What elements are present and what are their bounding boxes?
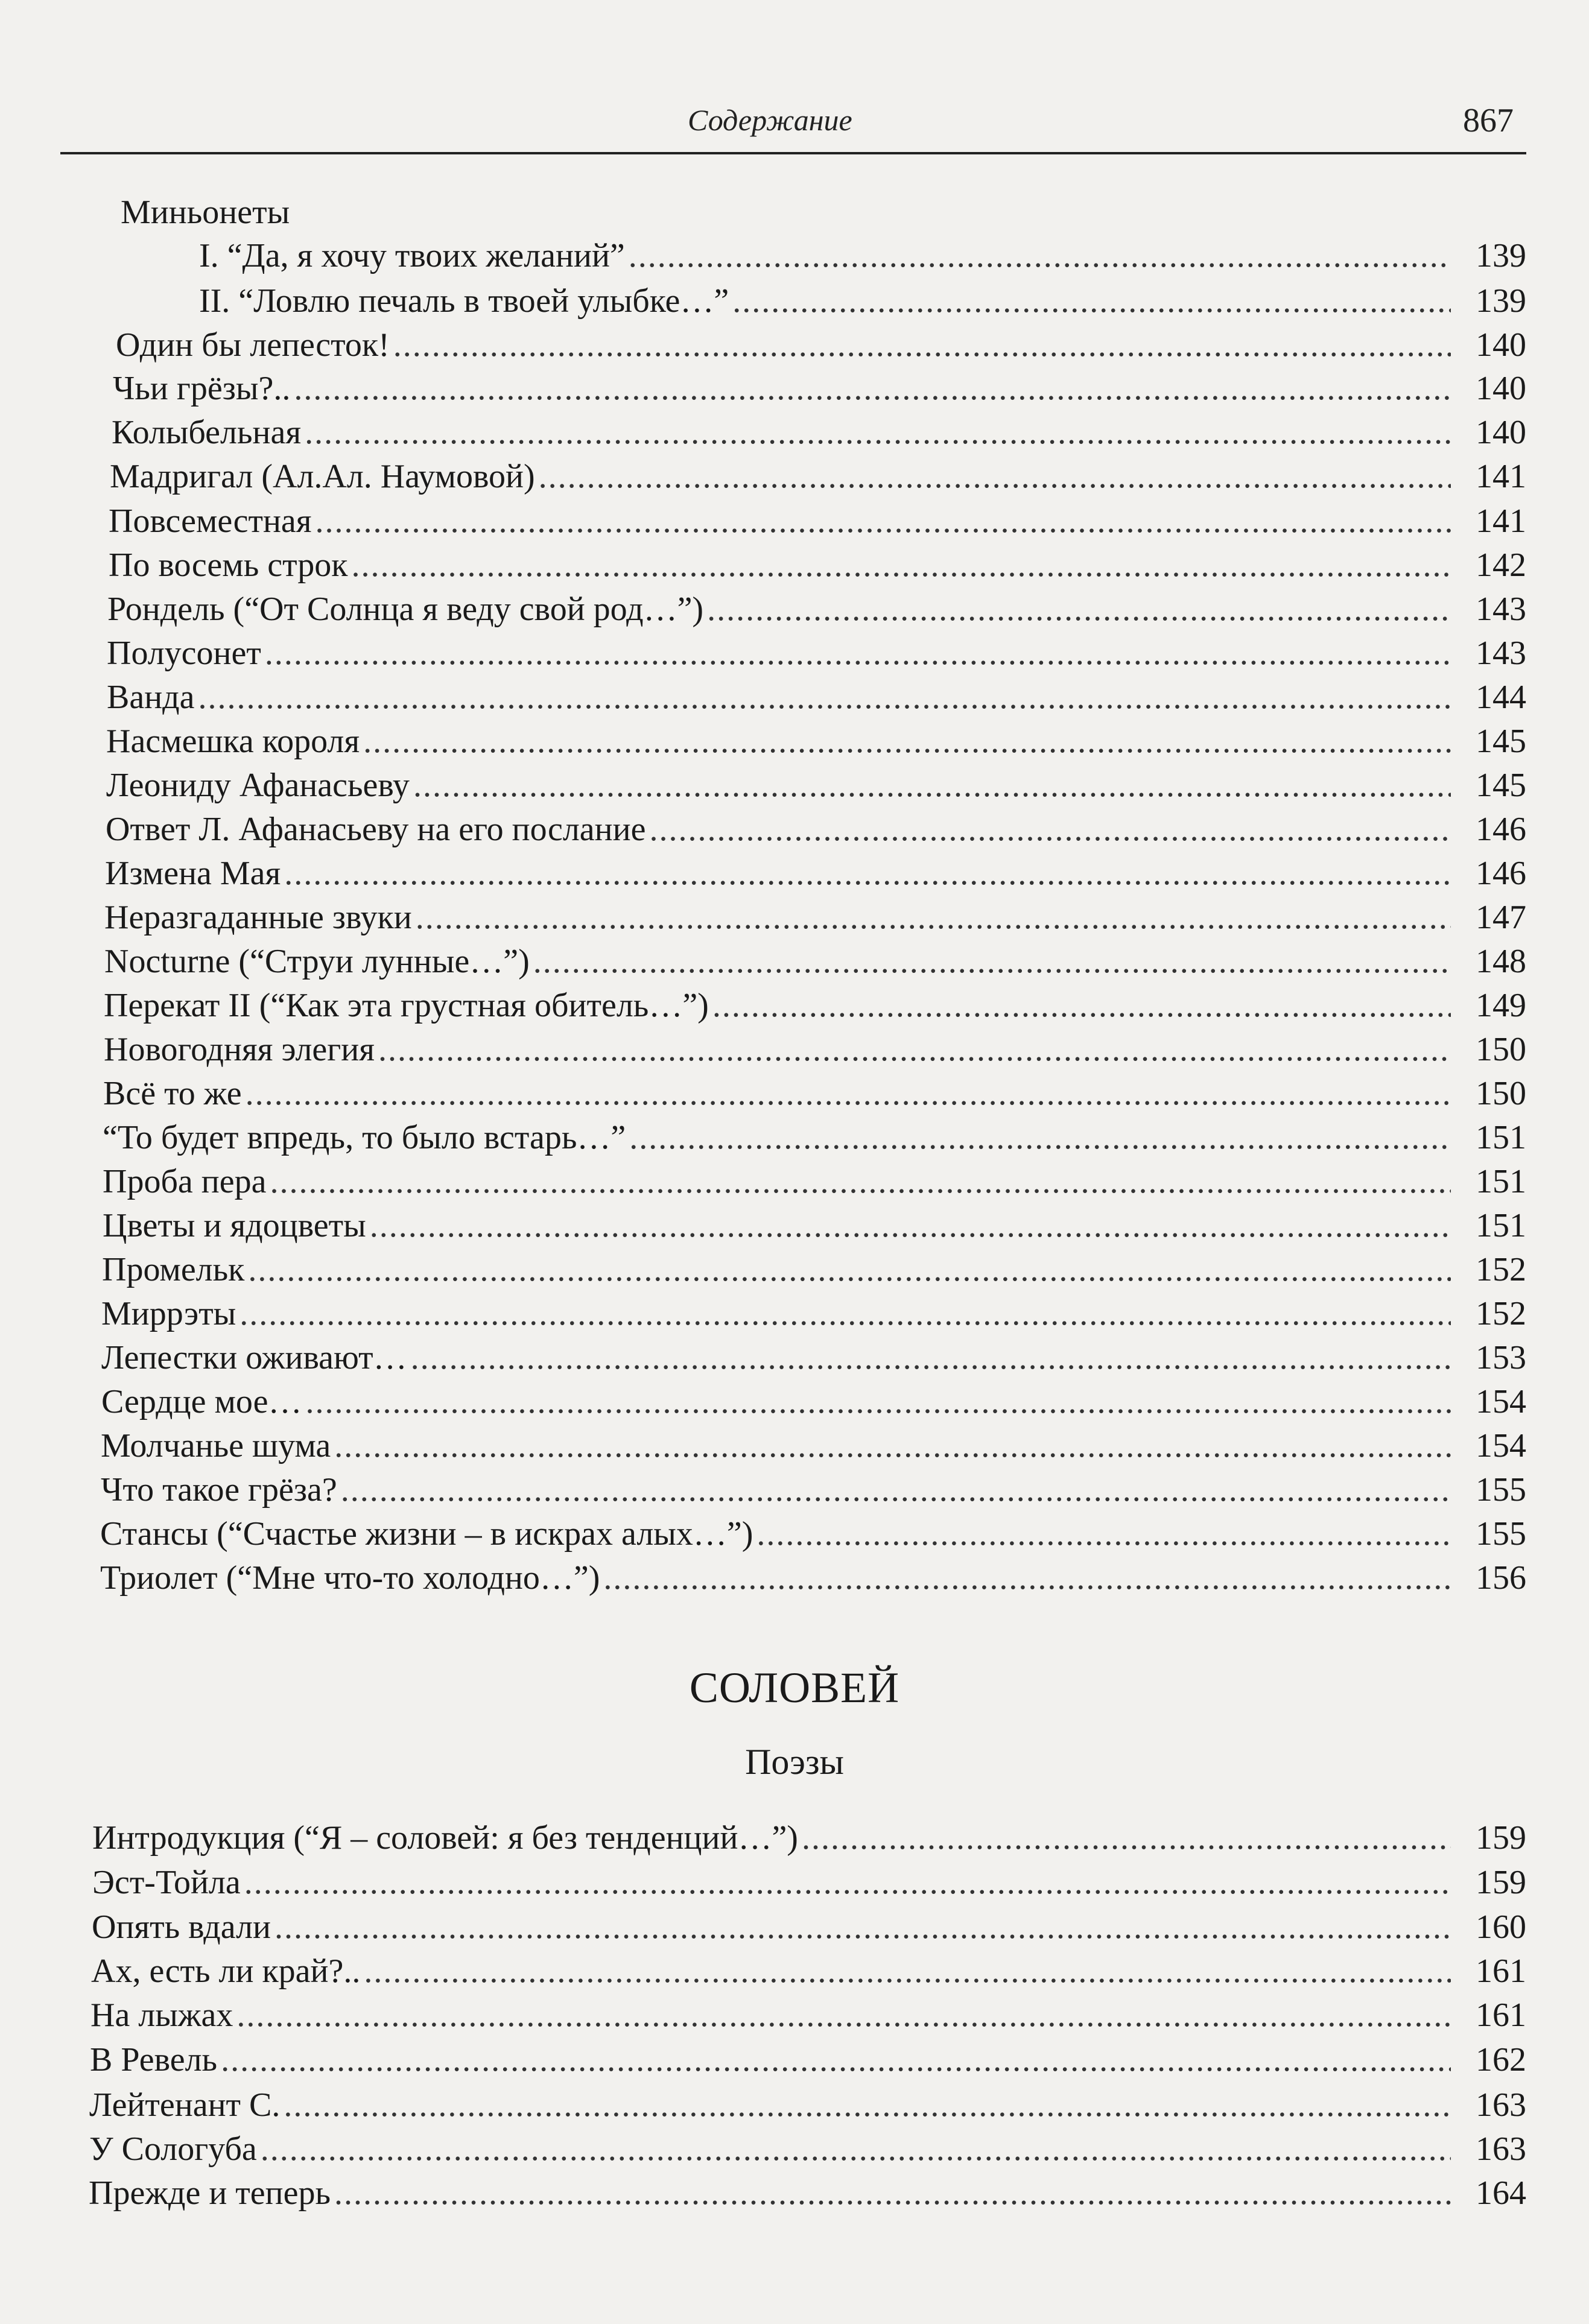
toc-entry-page: 159 [1476,1864,1526,1901]
toc-entry-page: 151 [1476,1163,1526,1200]
dot-leader [284,853,1451,894]
dot-leader [756,1513,1451,1554]
toc-entry-title: Эст-Тойла [92,1864,241,1901]
toc-entry-title: Насмешка короля [106,723,360,760]
toc-entry-page: 143 [1476,590,1526,628]
dot-leader [393,325,1451,366]
toc-entry [199,280,1526,321]
subsection-title: Поэзы [745,1742,844,1782]
toc-entry-page: 146 [1476,855,1526,892]
toc-entry [106,809,1526,850]
toc-entry-page: 145 [1476,723,1526,760]
toc-entry [101,1469,1526,1510]
dot-leader [732,280,1451,321]
toc-entry-title: Леониду Афанасьеву [106,767,410,804]
toc-entry-page: 150 [1476,1075,1526,1112]
toc-entry-title: Чьи грёзы?.. [113,370,291,407]
toc-entry [107,677,1526,718]
toc-entry-title: Что такое грёза? [101,1471,337,1509]
dot-leader [294,368,1451,409]
toc-entry [104,897,1526,938]
dot-leader [364,1951,1451,1992]
toc-entry [104,985,1526,1026]
toc-entry [106,765,1526,806]
dot-leader [416,897,1451,938]
toc-entry-page: 155 [1476,1471,1526,1509]
toc-entry [109,501,1526,542]
toc-entry-page: 155 [1476,1515,1526,1553]
dot-leader [413,765,1451,806]
toc-entry-title: По восемь строк [109,546,348,584]
toc-entry-page: 160 [1476,1908,1526,1946]
toc-entry-title: В Ревель [90,2041,218,2079]
toc-entry [103,1161,1526,1202]
toc-entry [101,1293,1526,1334]
toc-entry-page: 152 [1476,1295,1526,1332]
dot-leader [378,1029,1451,1070]
toc-entry-page: 143 [1476,635,1526,672]
toc-entry-title: Ванда [107,679,195,716]
toc-entry-page: 151 [1476,1207,1526,1244]
toc-entry-page: 141 [1476,502,1526,540]
toc-entry-page: 153 [1476,1339,1526,1376]
dot-leader [370,1205,1451,1246]
toc-entry-title: Ах, есть ли край?.. [91,1952,361,1990]
toc-entry [109,545,1526,586]
toc-entry [101,1337,1526,1378]
dot-leader [248,1249,1451,1290]
running-head: Содержание [688,103,852,137]
toc-entry-page: 140 [1476,414,1526,451]
toc-entry-title: Сердце мое… [101,1383,302,1420]
dot-leader [284,2085,1451,2126]
dot-leader [265,633,1451,674]
toc-entry-page: 148 [1476,943,1526,980]
dot-leader [707,589,1451,630]
dot-leader [351,545,1451,586]
toc-entry-page: 149 [1476,987,1526,1024]
toc-entry [107,633,1526,674]
dot-leader [629,1117,1451,1158]
dot-leader [198,677,1451,718]
dot-leader [244,1862,1451,1903]
toc-entry-title: Колыбельная [112,414,302,451]
toc-entry-page: 151 [1476,1119,1526,1156]
toc-entry-page: 163 [1476,2086,1526,2124]
toc-entry-title: Ответ Л. Афанасьеву на его послание [106,811,646,848]
toc-entry [92,1817,1526,1858]
toc-entry-page: 154 [1476,1427,1526,1464]
toc-entry-page: 150 [1476,1031,1526,1068]
toc-entry [112,412,1526,453]
toc-entry-title: Мадригал (Ал.Ал. Наумовой) [110,458,535,495]
toc-entry-page: 154 [1476,1383,1526,1420]
toc-entry [199,235,1526,276]
toc-entry-page: 147 [1476,899,1526,936]
toc-entry-page: 141 [1476,458,1526,495]
toc-entry-title: Цветы и ядоцветы [103,1207,366,1244]
dot-leader [305,412,1451,453]
toc-entry-title: “То будет впредь, то было встарь…” [103,1119,626,1156]
toc-entry-title: Nocturne (“Струи лунные…”) [104,943,530,980]
toc-entry-title: Всё то же [103,1075,242,1112]
toc-entry [101,1425,1526,1466]
dot-leader [334,1425,1451,1466]
toc-entry-page: 145 [1476,767,1526,804]
toc-entry [107,589,1526,630]
dot-leader [274,1907,1451,1948]
toc-entry-title: Повсеместная [109,502,312,540]
toc-entry-page: 140 [1476,370,1526,407]
toc-entry-page: 146 [1476,811,1526,848]
dot-leader [649,809,1451,850]
toc-entry-title: На лыжах [90,1996,233,2034]
toc-entry [101,1381,1526,1422]
toc-entry-page: 159 [1476,1819,1526,1857]
dot-leader [603,1557,1451,1598]
dot-leader [334,2173,1451,2214]
toc-entry [89,2085,1526,2126]
dot-leader [221,2039,1451,2080]
toc-entry-title: Лепестки оживают… [101,1339,407,1376]
toc-entry-title: Неразгаданные звуки [104,899,412,936]
toc-entry [116,325,1526,366]
toc-entry [89,2129,1526,2170]
toc-entry [90,2039,1526,2080]
group-label: Миньонеты [121,194,290,231]
toc-entry-title: Миррэты [101,1295,236,1332]
dot-leader [363,721,1451,762]
toc-entry-page: 162 [1476,2041,1526,2079]
toc-entry [110,456,1526,497]
toc-entry-title: Проба пера [103,1163,267,1200]
dot-leader [533,941,1451,982]
toc-entry [104,1029,1526,1070]
toc-entry-title: Новогодняя элегия [104,1031,375,1068]
toc-entry-page: 152 [1476,1251,1526,1288]
toc-entry-page: 161 [1476,1952,1526,1990]
toc-entry-title: Прежде и теперь [89,2174,331,2212]
dot-leader [246,1073,1451,1114]
toc-entry [102,1249,1526,1290]
dot-leader [341,1469,1451,1510]
dot-leader [712,985,1451,1026]
toc-entry [100,1557,1526,1598]
toc-entry [103,1117,1526,1158]
dot-leader [629,235,1451,276]
toc-entry-page: 144 [1476,679,1526,716]
toc-entry-title: Перекат II (“Как эта грустная обитель…”) [104,987,709,1024]
toc-entry-page: 156 [1476,1559,1526,1597]
toc-entry-title: I. “Да, я хочу твоих желаний” [199,237,625,274]
dot-leader [270,1161,1451,1202]
toc-entry-title: Опять вдали [92,1908,271,1946]
toc-entry [92,1862,1526,1903]
toc-entry-page: 142 [1476,546,1526,584]
toc-entry-title: Полусонет [107,635,261,672]
toc-entry [105,853,1526,894]
dot-leader [539,456,1451,497]
toc-entry [91,1951,1526,1992]
toc-entry [106,721,1526,762]
toc-entry [92,1907,1526,1948]
toc-entry-page: 139 [1476,237,1526,274]
dot-leader [239,1293,1451,1334]
toc-entry-title: Лейтенант С. [89,2086,281,2124]
section-title: СОЛОВЕЙ [689,1664,900,1712]
toc-entry [100,1513,1526,1554]
toc-entry-title: Молчанье шума [101,1427,331,1464]
toc-entry-title: Интродукция (“Я – соловей: я без тенденций…”) [92,1819,798,1857]
toc-entry-page: 163 [1476,2130,1526,2168]
dot-leader [236,1995,1451,2036]
toc-entry-title: Триолет (“Мне что-то холодно…”) [100,1559,600,1597]
toc-entry-title: Промельк [102,1251,245,1288]
toc-entry [89,2173,1526,2214]
toc-entry [103,1073,1526,1114]
toc-entry [104,941,1526,982]
toc-entry-title: Один бы лепесток! [116,326,390,364]
toc-entry [103,1205,1526,1246]
dot-leader [316,501,1451,542]
toc-entry-title: У Сологуба [89,2130,257,2168]
toc-entry [90,1995,1526,2036]
dot-leader [261,2129,1451,2170]
toc-entry [113,368,1526,409]
dot-leader [305,1381,1451,1422]
toc-entry-page: 139 [1476,282,1526,320]
dot-leader [802,1817,1451,1858]
toc-entry-title: Измена Мая [105,855,281,892]
toc-entry-page: 161 [1476,1996,1526,2034]
toc-entry-page: 164 [1476,2174,1526,2212]
toc-entry-title: II. “Ловлю печаль в твоей улыбке…” [199,282,729,320]
dot-leader [411,1337,1451,1378]
toc-entry-title: Рондель (“От Солнца я веду свой род…”) [107,590,704,628]
page-number: 867 [1463,102,1514,139]
toc-entry-title: Стансы (“Счастье жизни – в искрах алых…”) [100,1515,753,1553]
toc-entry-page: 140 [1476,326,1526,364]
